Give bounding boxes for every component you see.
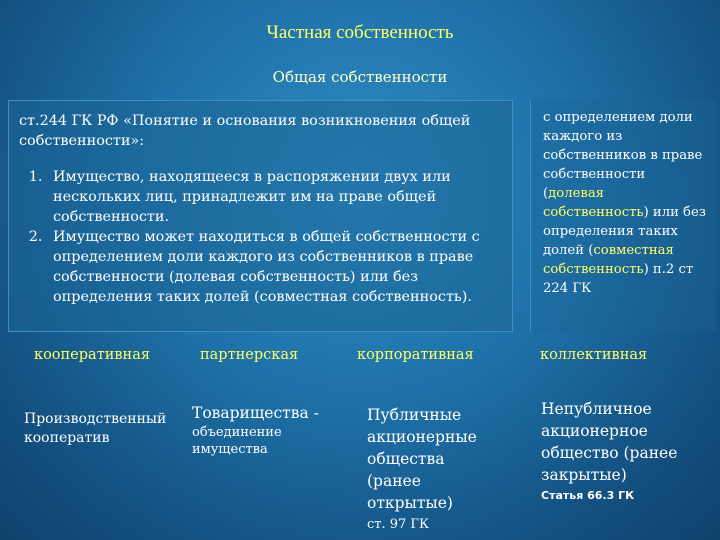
main-list-item-1: 1. Имущество, находящееся в распоряжении двух или нескольких лиц, принадлежит им на праве общей собственности. <box>47 167 502 227</box>
example-partnership <box>192 402 342 458</box>
main-list <box>19 167 502 307</box>
type-partnership: партнерская <box>200 347 299 363</box>
slide-subtitle: Общая собственности <box>272 68 448 86</box>
ownership-types-row <box>0 340 720 380</box>
example-partnership-title: Товарищества - <box>192 404 319 422</box>
example-corporate <box>367 404 497 533</box>
example-cooperative <box>18 410 178 448</box>
slide-title: Частная собственность <box>266 22 454 43</box>
example-partnership-desc: объединение имущества <box>192 425 282 457</box>
type-cooperative: кооперативная <box>34 347 150 363</box>
example-corporate-ref: ст. 97 ГК <box>367 517 430 532</box>
side-note-part-3: ) п.2 ст 224 ГК <box>543 262 694 296</box>
main-list-item-2: 2. Имущество может находиться в общей собственности с определением доли каждого из собственников в праве собственности (долевая собственность) или без определения таких долей (совместная собственность). <box>47 227 502 307</box>
side-note-part-2: ) или без определения таких долей ( <box>543 205 706 258</box>
side-note-box <box>530 100 716 332</box>
example-corporate-title: Публичные акционерные общества (ранее открытые) <box>367 406 477 512</box>
example-collective <box>541 398 701 503</box>
side-note-part-1: с определением доли каждого из собственников в праве собственности ( <box>543 110 703 201</box>
type-collective: коллективная <box>540 347 648 363</box>
side-note-highlight-shared: долевая собственность <box>543 186 644 220</box>
example-collective-title: Непубличное акционерное общество (ранее закрытые) <box>541 400 678 484</box>
example-cooperative-text: Производственный кооператив <box>24 411 167 446</box>
main-text-box <box>8 100 513 332</box>
type-corporate: корпоративная <box>357 347 474 363</box>
side-note-highlight-joint: совместная собственность <box>543 243 674 277</box>
example-collective-ref: Статья 66.3 ГК <box>541 489 635 502</box>
main-lead-text: ст.244 ГК РФ «Понятие и основания возникновения общей собственности»: <box>19 113 471 149</box>
